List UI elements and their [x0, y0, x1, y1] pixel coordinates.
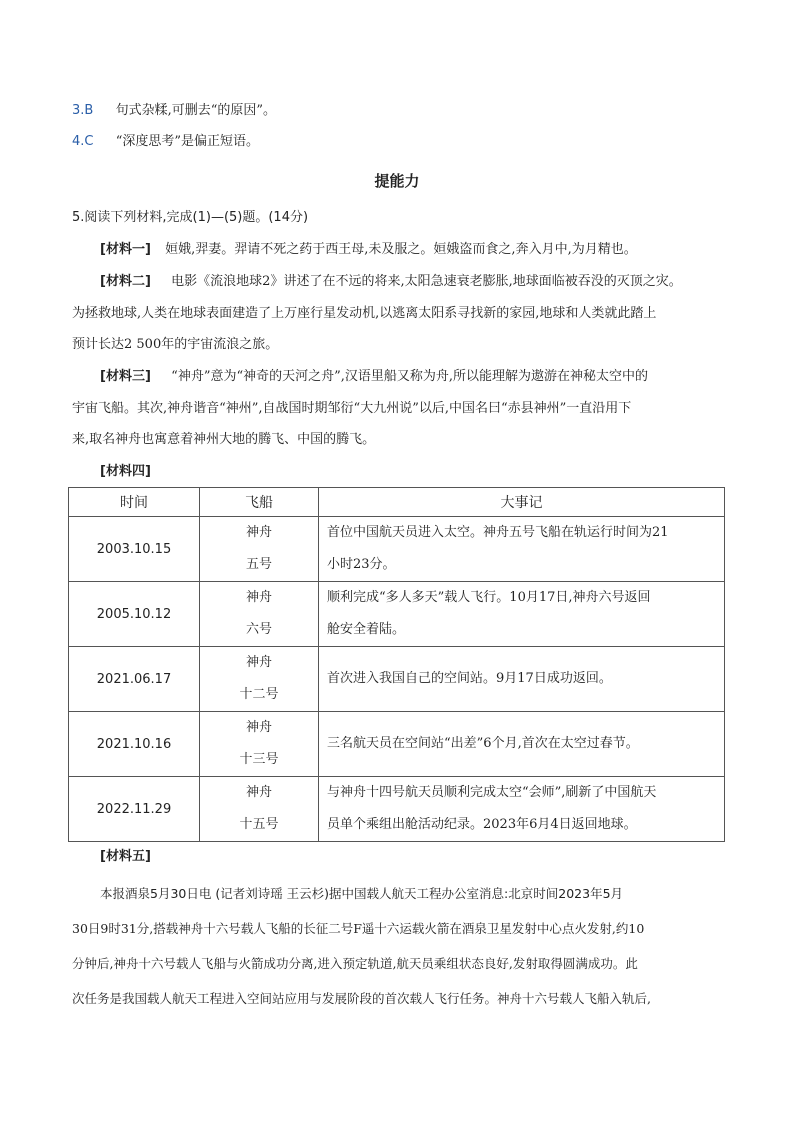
row-event-line-2: 舱安全着陆。	[327, 622, 406, 637]
answer-3	[72, 102, 276, 120]
answer-4-number: 4.C	[72, 134, 94, 149]
material-3-text-1: “神舟”意为“神奇的天河之舟”,汉语里船又称为舟,所以能理解为遨游在神秘太空中的	[171, 369, 649, 384]
material-3-line-2: 宇宙飞船。其次,神舟谐音“神州”,自战国时期邹衍“大九州说”以后,中国名曰“赤县神州”一直沿用下	[72, 401, 632, 416]
row-event	[319, 777, 725, 842]
row-spacecraft-line-2: 十二号	[239, 687, 279, 702]
row-event-line-1: 三名航天员在空间站“出差”6个月,首次在太空过春节。	[327, 736, 639, 751]
header-spacecraft: 飞船	[200, 488, 319, 517]
row-date: 2021.06.17	[69, 647, 200, 712]
row-event-line-1: 与神舟十四号航天员顺利完成太空“会师”,刷新了中国航天	[327, 785, 657, 800]
material-5-tag: [材料五]	[100, 849, 151, 864]
material-3-tag: [材料三]	[100, 369, 151, 384]
row-event-line-1: 首次进入我国自己的空间站。9月17日成功返回。	[327, 671, 612, 686]
material-4-tag: [材料四]	[100, 464, 151, 479]
row-spacecraft-line-1: 神舟	[245, 720, 272, 735]
events-table	[68, 487, 725, 842]
material-2-line-2: 为拯救地球,人类在地球表面建造了上万座行星发动机,以逃离太阳系寻找新的家园,地球和人类就此踏上	[72, 306, 657, 321]
row-date: 2005.10.12	[69, 582, 200, 647]
row-spacecraft	[200, 712, 319, 777]
table-header-row	[69, 488, 725, 517]
answer-3-text: 句式杂糅,可删去“的原因”。	[115, 103, 277, 118]
row-spacecraft-line-2: 六号	[245, 622, 272, 637]
row-event-line-1: 顺利完成“多人多天”载人飞行。10月17日,神舟六号返回	[327, 590, 651, 605]
material-5-line-2: 30日9时31分,搭载神舟十六号载人飞船的长征二号F遥十六运载火箭在酒泉卫星发射中心点火发射,约10	[72, 921, 645, 936]
material-2-line-1	[100, 273, 682, 291]
row-spacecraft	[200, 647, 319, 712]
table-row	[69, 647, 725, 712]
material-5-line-1: 本报酒泉5月30日电 (记者刘诗瑶 王云杉)据中国载人航天工程办公室消息:北京时间2023年5月	[100, 886, 624, 901]
row-event-line-2: 员单个乘组出舱活动纪录。2023年6月4日返回地球。	[327, 817, 637, 832]
row-date: 2022.11.29	[69, 777, 200, 842]
row-spacecraft	[200, 517, 319, 582]
header-time: 时间	[69, 488, 200, 517]
row-event	[319, 712, 725, 777]
table-row	[69, 517, 725, 582]
table-row	[69, 582, 725, 647]
row-spacecraft-line-1: 神舟	[245, 655, 272, 670]
row-spacecraft-line-1: 神舟	[245, 525, 272, 540]
row-event-line-2: 小时23分。	[327, 557, 396, 572]
row-event-line-1: 首位中国航天员进入太空。神舟五号飞船在轨运行时间为21	[327, 525, 669, 540]
row-spacecraft-line-2: 十三号	[239, 752, 279, 767]
section-title: 提能力	[374, 172, 420, 190]
header-events: 大事记	[319, 488, 725, 517]
row-event	[319, 517, 725, 582]
row-spacecraft-line-1: 神舟	[245, 785, 272, 800]
row-event	[319, 582, 725, 647]
row-date: 2003.10.15	[69, 517, 200, 582]
row-spacecraft	[200, 582, 319, 647]
answer-4	[72, 133, 259, 151]
material-2-tag: [材料二]	[100, 274, 151, 289]
row-date: 2021.10.16	[69, 712, 200, 777]
row-spacecraft-line-1: 神舟	[245, 590, 272, 605]
material-3-line-3: 来,取名神舟也寓意着神州大地的腾飞、中国的腾飞。	[72, 432, 376, 447]
material-3-line-1	[100, 368, 648, 386]
material-1-text: 姮娥,羿妻。羿请不死之药于西王母,未及服之。姮娥盗而食之,奔入月中,为月精也。	[165, 242, 637, 257]
table-row	[69, 777, 725, 842]
material-1	[100, 241, 637, 259]
material-1-tag: [材料一]	[100, 242, 151, 257]
material-5-line-4: 次任务是我国载人航天工程进入空间站应用与发展阶段的首次载人飞行任务。神舟十六号载人飞船入轨后,	[72, 991, 651, 1006]
answer-4-text: “深度思考”是偏正短语。	[115, 134, 260, 149]
material-2-text-1: 电影《流浪地球2》讲述了在不远的将来,太阳急速衰老膨胀,地球面临被吞没的灭顶之灾。	[171, 274, 682, 289]
row-spacecraft-line-2: 十五号	[239, 817, 279, 832]
material-5-line-3: 分钟后,神舟十六号载人飞船与火箭成功分离,进入预定轨道,航天员乘组状态良好,发射取得圆满成功。此	[72, 956, 638, 971]
question-5: 5.阅读下列材料,完成(1)—(5)题。(14分)	[72, 210, 309, 225]
table-row	[69, 712, 725, 777]
answer-3-number: 3.B	[72, 103, 94, 118]
material-2-line-3: 预计长达2 500年的宇宙流浪之旅。	[72, 337, 279, 352]
row-event	[319, 647, 725, 712]
row-spacecraft	[200, 777, 319, 842]
row-spacecraft-line-2: 五号	[245, 557, 272, 572]
